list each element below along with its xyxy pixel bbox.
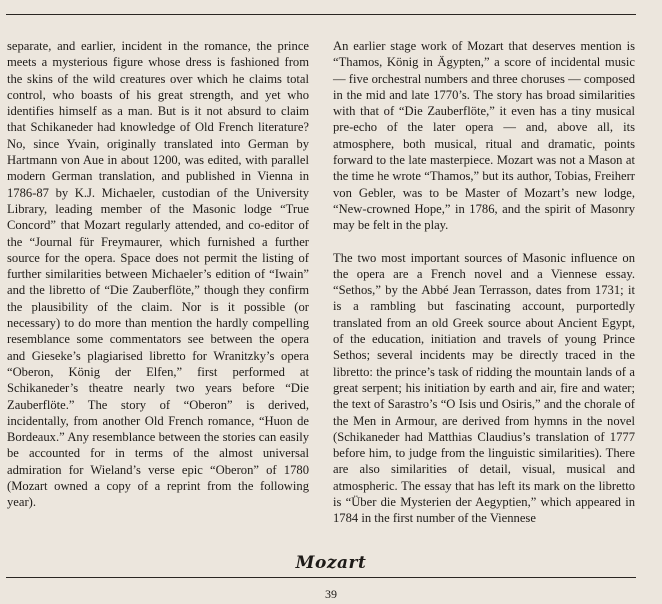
bottom-rule [6, 577, 636, 578]
page-number: 39 [325, 587, 337, 601]
right-paragraph-1: An earlier stage work of Mozart that deserves mention is “Thamos, König in Ägypten,” a score of incidental music — five orchestral numbers and three choruses — composed in the mid and late 1770’s. The story has broad similarities with that of “Die Zauberflöte,” it even has a tiny musical pre-echo of the later opera — and, above all, its atmosphere, both musical, ritual and dramatic, points forward to the late masterpiece. Mozart was not a Mason at the time he wrote “Thamos,” but its author, Tobias, Freiherr von Gebler, was to be Master of Mozart’s new lodge, “New-crowned Hope,” in 1786, and the spirit of Masonry may be felt in the play. [333, 39, 635, 233]
top-rule [6, 14, 636, 15]
mozart-signature-logo: Mozart [295, 553, 367, 573]
left-paragraph-1: separate, and earlier, incident in the romance, the prince meets a mysterious figure whose dress is fashioned from the skins of the wild creatures over which he claims total control, who boasts of his great strength, and yet who identifies himself as a man. But is it not absurd to claim that Schikaneder had knowledge of Old French literature? No, since Yvain, originally translated into German by Hartmann von Aue in about 1200, was edited, with parallel modern German translation, and published in Vienna in 1786-87 by K.J. Michaeler, custodian of the University Library, leading member of the Masonic lodge “True Concord” that Mozart regularly attended, and co-editor of the “Journal für Freymaurer, which furnished a further source for the opera. Space does not permit the listing of further similarities between Michaeler’s edition of “Iwain” and the libretto of “Die Zauberflöte,” though they confirm the plausibility of the claim. Nor is it possible (or necessary) to do more than mention the hardly compelling resemblance some commentators see between the opera and Gieseke’s plagiarised libretto for Wranitzky’s opera “Oberon, König der Elfen,” first performed at Schikaneder’s theatre nearly two years before “Die Zauberflöte.” The story of “Oberon” is derived, incidentally, from another Old French romance, “Huon de Bordeaux.” Any resemblance between the stories can easily be accounted for in terms of the almost universal admiration for Wieland’s verse epic “Oberon” of 1780 (Mozart owned a copy of a reprint from the following year). [7, 39, 309, 510]
right-paragraph-2: The two most important sources of Masonic influence on the opera are a French novel and a Viennese essay. “Sethos,” by the Abbé Jean Terrasson, dates from 1731; it is a rambling but fascinating account, purportedly translated from an old Greek source about Ancient Egypt, of the education, initiation and travels of young Prince Sethos; several incidents may be directly traced in the libretto: the prince’s task of ridding the mountain lands of a great serpent; his initiation by earth and air, fire and water; the text of Sarastro’s “O Isis und Osiris,” and the chorale of the Men in Armour, are derived from hymns in the novel (Schikaneder had Matthias Claudius’s translation of 1777 before him, to judge from the linguistic similarities). There are also similarities of detail, visual, musical and atmospheric. The essay that has left its mark on the libretto is “Über die Mysterien der Aegyptien,” which appeared in 1784 in the first number of the Viennese [333, 250, 635, 526]
right-column [333, 38, 635, 527]
left-column [7, 38, 309, 511]
